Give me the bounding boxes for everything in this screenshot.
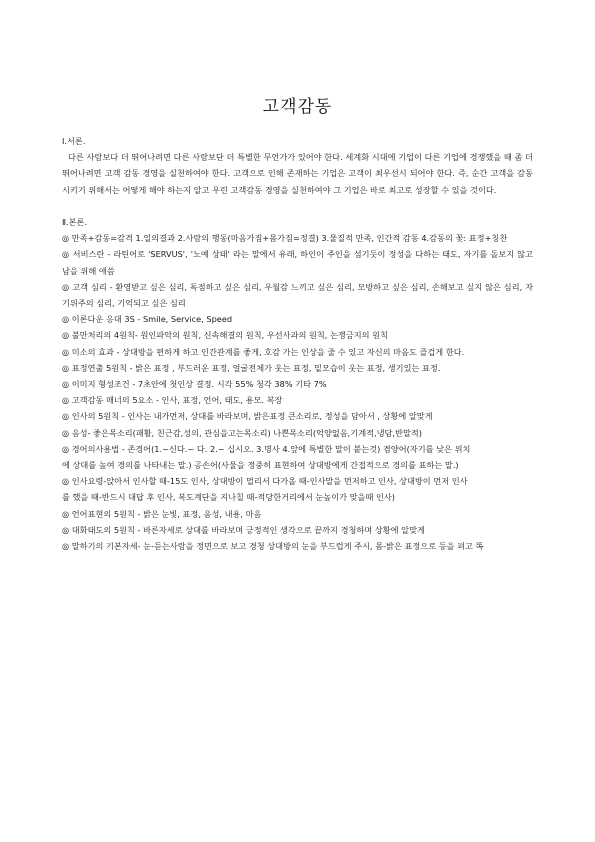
- list-item: ◎ 이론다운 응대 3S - Smile, Service, Speed: [62, 314, 233, 325]
- list-item: ◎ 인사의 5원칙 - 인사는 내가먼저, 상대를 바라보며, 밝은표정 큰소리로, 정성을 담아서 , 상황에 알맞게: [62, 411, 433, 422]
- list-item: 를 했을 때-반드시 대답 후 인사, 복도계단을 지나칠 때-적당한거리에서 눈높이가 맞을때 인사): [62, 492, 395, 503]
- list-item: ◎ 말하기의 기본자세- 눈-듣는사람을 정면으로 보고 경청 상대방의 눈을 부드럽게 주시, 몸-밝은 표정으로 등을 펴고 똑: [62, 541, 484, 552]
- document-body: [62, 133, 533, 554]
- list-item: ◎ 언어표현의 5원칙 - 밝은 눈빛, 표정, 음성, 내용, 마음: [62, 508, 262, 519]
- list-item: ◎ 이미지 형성조건 - 7초안에 첫인상 결정. 시각 55% 청각 38% 기타 7%: [62, 379, 327, 390]
- list-item: ◎ 불만처리의 4원칙- 원인파악의 원칙, 신속해결의 원칙, 우선사과의 원칙, 논쟁금지의 원칙: [62, 330, 388, 341]
- section-heading-body: Ⅱ.본론.: [62, 217, 88, 227]
- list-item: ◎ 서비스란 - 라틴어로 'SERVUS', '노예 상태' 라는 말에서 유래, 하인이 주인을 섬기듯이 정성을 다하는 태도, 자기를 돌보지 않고 남을 위해 애씀: [62, 249, 533, 276]
- intro-paragraph: [62, 149, 533, 198]
- list-item: ◎ 대화태도의 5원칙 - 바른자세로 상대를 바라보며 긍정적인 생각으로 끝까지 경청하며 상황에 알맞게: [62, 524, 425, 535]
- section-gap: [62, 198, 533, 214]
- list-item: ◎ 고객 심리 - 환영받고 싶은 심리, 독점하고 싶은 심리, 우월감 느끼고 싶은 심리, 모방하고 싶은 심리, 손해보고 싶지 않은 심리, 자기위주의 심리, 기억되고 싶은 심리: [62, 281, 533, 309]
- list-item: ◎ 음성- 좋은목소리(패활, 친근감,성의, 관심을고는목소리) 나쁜목소리(억양없음,기계적,냉담,반말적): [62, 427, 422, 438]
- intro-paragraph-text: 다른 사람보다 더 뛰어나려면 다른 사람보단 더 특별한 무언가가 있어야 한다. 세계화 시대에 기업이 다른 기업에 경쟁했을 때 좀 더 뛰어나려면 고객 감동 경영을 실천하여야 한다. 고객으로 인해 존재하는 기업은 고객이 최우선시 되어야 한다. 즉, 순간 고객을 감동시키기 위해서는 어떻게 해야 하는지 알고 우린 고객감동 경영을 실천하여야 그 기업은 바로 최고로 성장할 수 있을 것이다.: [62, 152, 533, 195]
- list-item: ◎ 만족+감동=감격 1.일의결과 2.사람의 행동(마음가짐+몸가짐=정결) 3.물질적 만족, 인간적 감동 4.감동의 꽃: 표정+칭찬: [62, 233, 508, 244]
- section-heading-intro: Ⅰ.서론.: [62, 136, 86, 146]
- list-item: ◎ 표정연출 5원칙 - 밝은 표정 , 부드러운 표정, 얼굴전체가 웃는 표정, 밑모습이 웃는 표정, 생기있는 표정.: [62, 362, 441, 373]
- page-title: 고객감동: [262, 97, 333, 117]
- list-item: ◎ 미소의 효과 - 상대방을 편하게 하고 인간관계를 좋게, 호감 가는 인상을 줄 수 있고 자신의 마음도 즐겁게 한다.: [62, 346, 465, 357]
- list-item: ◎ 고객감동 매너의 5요소 - 인사, 표정, 언어, 태도, 용모. 복장: [62, 395, 283, 406]
- list-item: 에 상대를 높여 경의를 나타내는 말.) 공손어(사물을 정중히 표현하여 상대방에게 간접적으로 경의를 표하는 말.): [62, 460, 459, 471]
- list-item: ◎ 인사요령-앉아서 인사할 때-15도 인사, 상대방이 멀리서 다가올 때-인사말을 먼저하고 인사, 상대방이 먼저 인사: [62, 476, 468, 487]
- list-item: ◎ 경어의사용법 - 존경어(1.~신다.~ 다. 2.~ 십시오. 3.명사 4.앞에 특별한 말이 붙는것) 겸양어(자기를 낮은 위치: [62, 443, 471, 454]
